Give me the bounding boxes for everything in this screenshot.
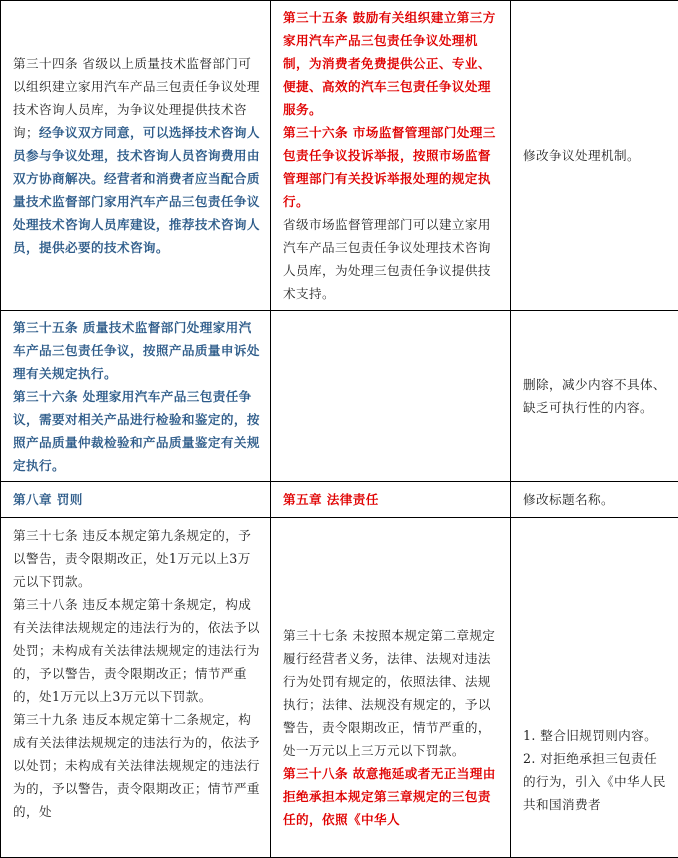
article-38-old: 第三十八条 违反本规定第十条规定，构成有关法律法规规定的违法行为的，依法予以处罚；未构成有关法律法规规定的违法行为的，予以警告，责令限期改正；情节严重的，处1万元以上3万元以下罚款。 [13, 593, 260, 708]
article-34-old-plain: 第三十四条 省级以上质量技术监督部门可以组织建立家用汽车产品三包责任争议处理技术咨询人员库，为争议处理提供技术咨询； [13, 56, 260, 140]
remark-cell [511, 482, 678, 518]
remark-text: 修改标题名称。 [511, 482, 678, 517]
article-35-old: 第三十五条 质量技术监督部门处理家用汽车产品三包责任争议，按照产品质量申诉处理有关规定执行。 [13, 316, 260, 385]
remark-cell [511, 1, 678, 311]
new-provision-cell [271, 518, 511, 858]
remark-cell [511, 518, 678, 858]
remark-item-2: 2. 对拒绝承担三包责任的行为，引入《中华人民共和国消费者 [523, 747, 668, 816]
table-row [1, 518, 678, 858]
table-row [1, 311, 678, 482]
article-36-old: 第三十六条 处理家用汽车产品三包责任争议，需要对相关产品进行检验和鉴定的，按照产品质量仲裁检验和产品质量鉴定有关规定执行。 [13, 385, 260, 477]
table-row [1, 482, 678, 518]
article-36-new-para2: 省级市场监督管理部门可以建立家用汽车产品三包责任争议处理技术咨询人员库，为处理三包责任争议提供技术支持。 [283, 213, 500, 305]
old-provision-cell [1, 1, 271, 311]
article-37-old: 第三十七条 违反本规定第九条规定的，予以警告，责令限期改正，处1万元以上3万元以下罚款。 [13, 524, 260, 593]
article-35-new: 第三十五条 鼓励有关组织建立第三方家用汽车产品三包责任争议处理机制，为消费者免费提供公正、专业、便捷、高效的汽车三包责任争议处理服务。 [283, 6, 500, 121]
article-34-old-bold: 经争议双方同意，可以选择技术咨询人员参与争议处理，技术咨询人员咨询费用由双方协商解决。经营者和消费者应当配合质量技术监督部门家用汽车产品三包责任争议处理技术咨询人员库建设，推荐技术咨询人员，提供必要的技术咨询。 [13, 125, 260, 255]
article-38-new: 第三十八条 故意拖延或者无正当理由拒绝承担本规定第三章规定的三包责任的，依照《中华人 [283, 762, 500, 831]
old-provision-cell [1, 518, 271, 858]
article-37-new: 第三十七条 未按照本规定第二章规定履行经营者义务，法律、法规对违法行为处罚有规定的，依照法律、法规执行；法律、法规没有规定的，予以警告，责令限期改正，情节严重的，处一万元以上三万元以下罚款。 [283, 624, 500, 762]
remark-cell [511, 311, 678, 482]
remark-item-1: 1. 整合旧规罚则内容。 [523, 724, 668, 747]
new-chapter-title-cell [271, 482, 511, 518]
remark-text: 删除，减少内容不具体、缺乏可执行性的内容。 [511, 369, 678, 423]
old-chapter-title: 第八章 罚则 [1, 482, 270, 517]
article-36-new: 第三十六条 市场监督管理部门处理三包责任争议投诉举报，按照市场监督管理部门有关投诉举报处理的规定执行。 [283, 121, 500, 213]
table-row [1, 1, 678, 311]
old-chapter-title-cell [1, 482, 271, 518]
new-provision-cell-empty [271, 311, 511, 482]
remark-text: 修改争议处理机制。 [511, 140, 678, 171]
new-provision-cell [271, 1, 511, 311]
new-chapter-title: 第五章 法律责任 [271, 482, 510, 517]
old-provision-cell [1, 311, 271, 482]
article-39-old: 第三十九条 违反本规定第十二条规定，构成有关法律法规规定的违法行为的，依法予以处罚；未构成有关法律法规规定的违法行为的，予以警告，责令限期改正；情节严重的，处 [13, 708, 260, 823]
